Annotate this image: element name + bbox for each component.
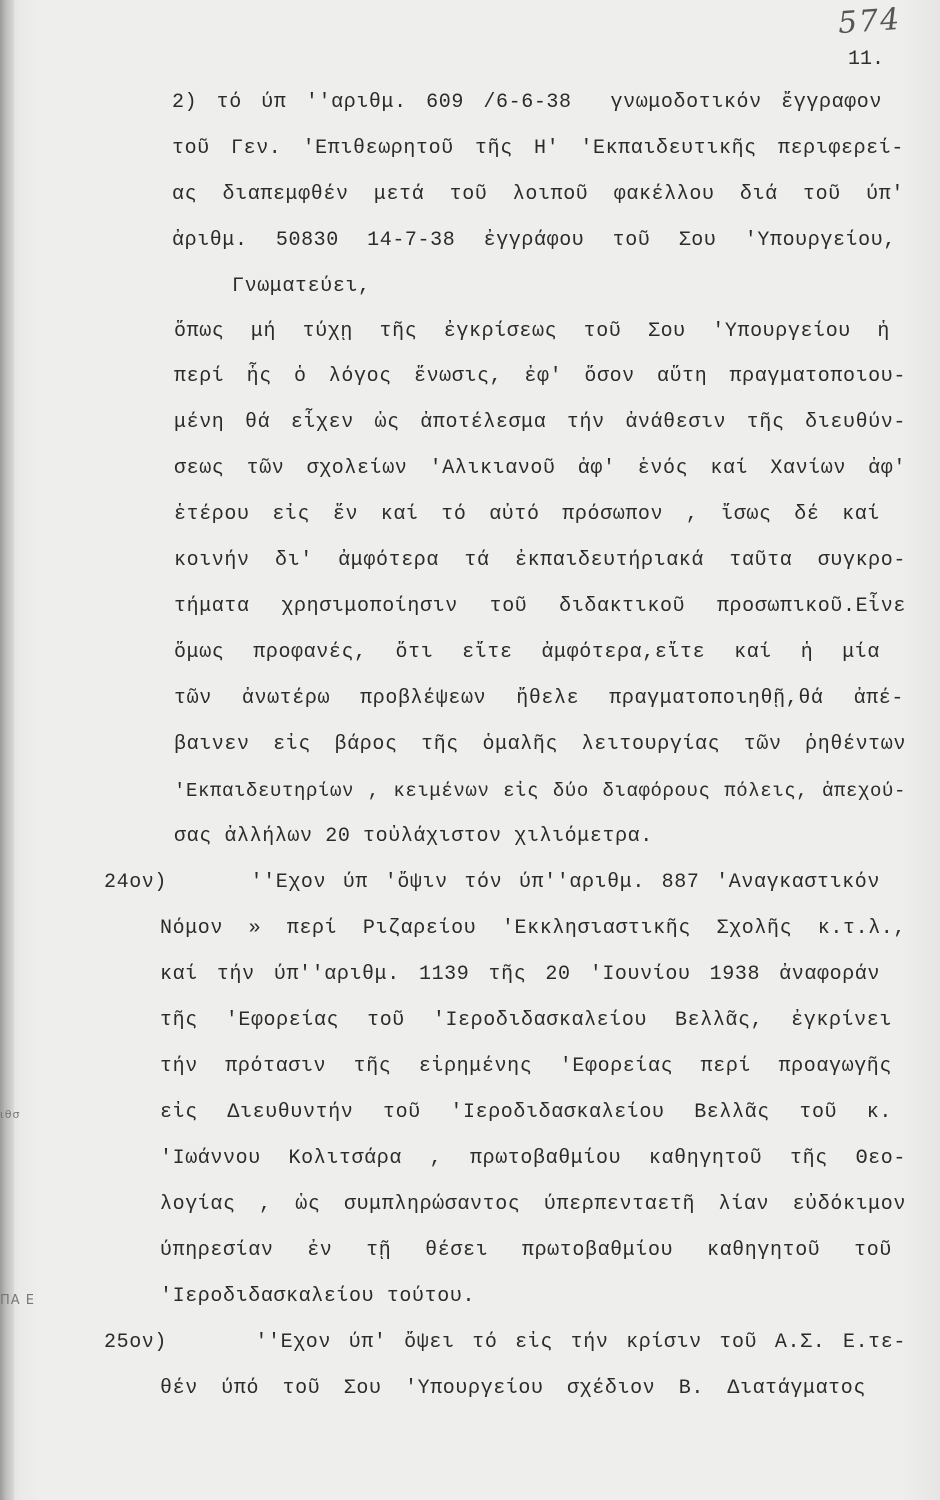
text-line: σας ἀλλήλων 20 τοὐλάχιστον χιλιόμετρα. <box>174 825 653 848</box>
text-line: ὅμως προφανές, ὅτι εἴτε ἀμφότερα,εἴτε καί ἡ μία <box>174 641 880 664</box>
text-line: 'Εκπαιδευτηρίων , κειμένων εἰς δύο διαφόρους πόλεις, ἀπεχού- <box>174 780 906 802</box>
text-line: λογίας , ὡς συμπληρώσαντος ύπερπενταετῆ λίαν εὐδόκιμον <box>160 1193 906 1216</box>
text-line: 'Ιωάννου Κολιτσάρα , πρωτοβαθμίου καθηγητοῦ τῆς Θεο- <box>160 1147 906 1170</box>
text-line: βαινεν εἰς βάρος τῆς ὁμαλῆς λειτουργίας τῶν ῥηθέντων <box>174 733 906 756</box>
text-line: 2) τό ύπ ''αριθμ. 609 /6-6-38 γνωμοδοτικόν ἔγγραφον <box>172 91 882 114</box>
text-line: ἀριθμ. 50830 14-7-38 ἐγγράφου τοῦ Σου 'Υπουργείου, <box>172 229 896 252</box>
page-number: 11. <box>848 48 885 71</box>
section-heading-24: 24ον) ''Εχον ύπ 'ὄψιν τόν ύπ''αριθμ. 887 'Αναγκαστικόν <box>104 871 880 894</box>
text-line: τῶν ἀνωτέρω προβλέψεων ἤθελε πραγματοποιηθῇ,θά ἀπέ- <box>174 687 904 710</box>
text-line: θέν ύπό τοῦ Σου 'Υπουργείου σχέδιον Β. Διατάγματος <box>160 1377 866 1400</box>
text-line: καί τήν ύπ''αριθμ. 1139 τῆς 20 'Ιουνίου 1938 ἀναφοράν <box>160 963 880 986</box>
text-line: Νόμον » περί Ριζαρείου 'Εκκλησιαστικῆς Σχολῆς κ.τ.λ., <box>160 917 906 940</box>
text-line: περί ἧς ὁ λόγος ἕνωσις, ἐφ' ὅσον αὕτη πραγματοποιου- <box>174 365 906 388</box>
margin-bleed-text: ΠΑ Ε <box>0 1293 36 1308</box>
text-line: σεως τῶν σχολείων 'Αλικιανοῦ ἀφ' ἑνός καί Χανίων ἀφ' <box>174 457 906 480</box>
text-line: 'Ιεροδιδασκαλείου τούτου. <box>160 1285 476 1308</box>
text-line: ἑτέρου εἰς ἕν καί τό αὐτό πρόσωπον , ἴσως δέ καί <box>174 503 880 526</box>
text-line: τοῦ Γεν. 'Επιθεωρητοῦ τῆς Η' 'Εκπαιδευτικῆς περιφερεί- <box>172 137 904 160</box>
text-line: ὅπως μή τύχῃ τῆς ἐγκρίσεως τοῦ Σου 'Υπουργείου ἡ <box>174 320 890 343</box>
text-line: τῆς 'Εφορείας τοῦ 'Ιεροδιδασκαλείου Βελλᾶς, ἐγκρίνει <box>160 1009 892 1032</box>
text-line: τήν πρότασιν τῆς εἰρημένης 'Εφορείας περί προαγωγῆς <box>160 1055 892 1078</box>
binding-edge <box>0 0 14 1500</box>
text-line: Γνωματεύει, <box>232 275 371 298</box>
text-line: ας διαπεμφθέν μετά τοῦ λοιποῦ φακέλλου διά τοῦ ύπ' <box>172 183 904 206</box>
text-line: κοινήν δι' ἀμφότερα τά ἐκπαιδευτήριακά ταῦτα συγκρο- <box>174 549 906 572</box>
text-line: τήματα χρησιμοποίησιν τοῦ διδακτικοῦ προσωπικοῦ.Εἶνε <box>174 595 906 618</box>
text-line: εἰς Διευθυντήν τοῦ 'Ιεροδιδασκαλείου Βελλᾶς τοῦ κ. <box>160 1101 892 1124</box>
text-line: μένη θά εἶχεν ὡς ἀποτέλεσμα τήν ἀνάθεσιν τῆς διευθύν- <box>174 411 906 434</box>
section-heading-25: 25ον) ''Εχον ύπ' ὄψει τό εἰς τήν κρίσιν τοῦ Α.Σ. Ε.τε- <box>104 1331 906 1354</box>
margin-bleed-text: ιθσ <box>0 1108 21 1121</box>
text-line: ύπηρεσίαν ἐν τῇ θέσει πρωτοβαθμίου καθηγητοῦ τοῦ <box>160 1239 892 1262</box>
handwritten-folio-number: 574 <box>836 1 903 42</box>
